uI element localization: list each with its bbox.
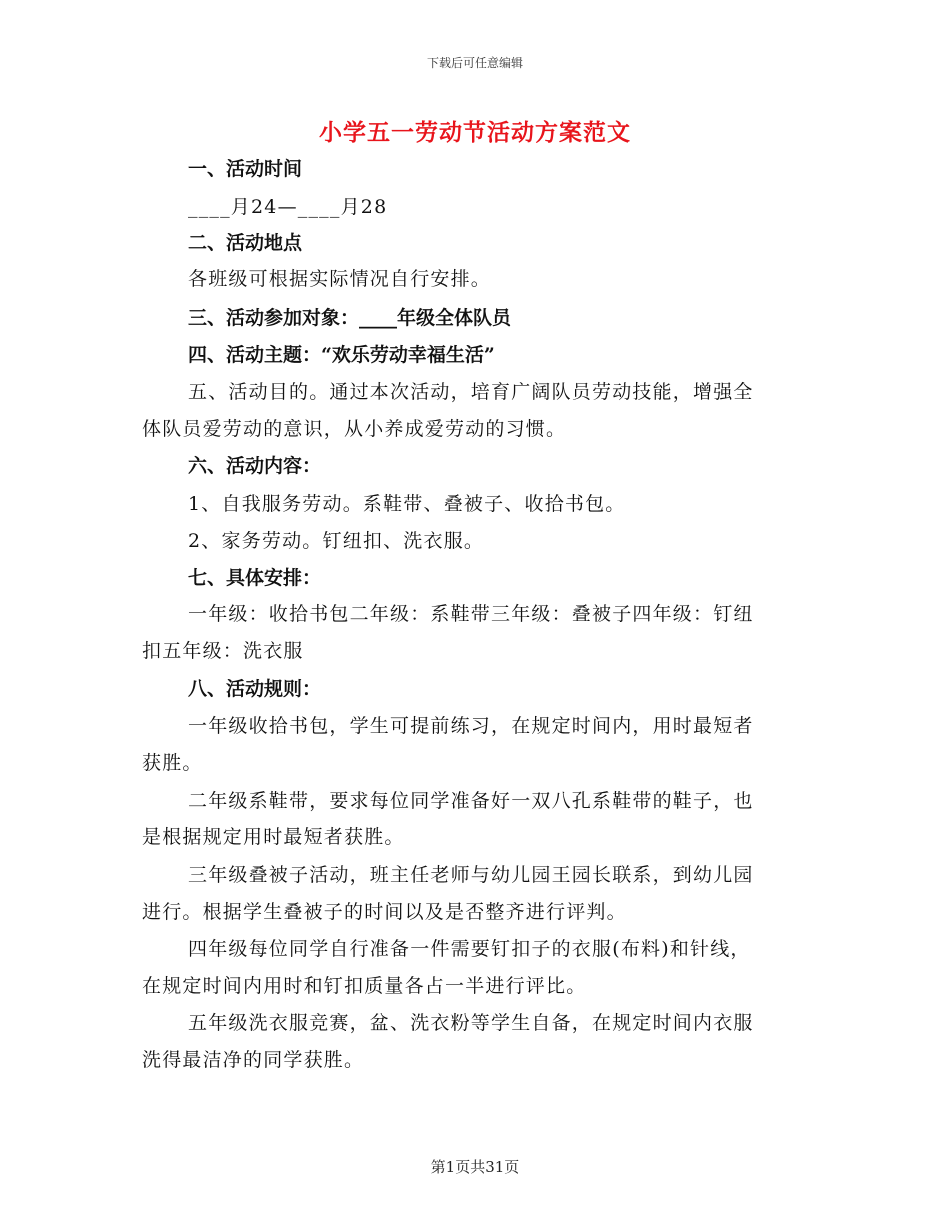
section-heading-theme: 四、活动主题：“欢乐劳动幸福生活” <box>188 344 495 366</box>
rule-grade3-line1: 三年级叠被子活动，班主任老师与幼儿园王园长联系，到幼儿园 <box>188 864 754 886</box>
paragraph-purpose-line2: 体队员爱劳动的意识，从小养成爱劳动的习惯。 <box>142 418 567 440</box>
rule-grade5-line2: 洗得最洁净的同学获胜。 <box>142 1049 365 1071</box>
rule-grade4-line1: 四年级每位同学自行准备一件需要钉扣子的衣服(布料)和针线， <box>188 938 751 960</box>
page-number-footer: 第1页共31页 <box>430 1158 520 1176</box>
list-item-content-1: 1、自我服务劳动。系鞋带、叠被子、收拾书包。 <box>188 493 626 515</box>
rule-grade5-line1: 五年级洗衣服竞赛，盆、洗衣粉等学生自备，在规定时间内衣服 <box>188 1012 754 1034</box>
rule-grade1-line1: 一年级收拾书包，学生可提前练习，在规定时间内，用时最短者 <box>188 715 754 737</box>
header-note: 下载后可任意编辑 <box>426 56 523 70</box>
section-heading-time: 一、活动时间 <box>188 158 303 180</box>
list-item-content-2: 2、家务劳动。钉纽扣、洗衣服。 <box>188 530 485 552</box>
section-heading-arrangement: 七、具体安排： <box>188 567 322 589</box>
paragraph-arrangement-line2: 扣五年级：洗衣服 <box>142 640 304 662</box>
section-heading-rules: 八、活动规则： <box>188 678 322 700</box>
paragraph-purpose-line1: 五、活动目的。通过本次活动，培育广阔队员劳动技能，增强全 <box>188 381 754 403</box>
paragraph-place: 各班级可根据实际情况自行安排。 <box>188 268 492 290</box>
section-heading-content: 六、活动内容： <box>188 455 322 477</box>
paragraph-time: ____月24—____月28 <box>188 196 388 218</box>
paragraph-arrangement-line1: 一年级：收拾书包二年级：系鞋带三年级：叠被子四年级：钉纽 <box>188 603 754 625</box>
section-heading-participants: 三、活动参加对象：____年级全体队员 <box>188 307 512 329</box>
rule-grade3-line2: 进行。根据学生叠被子的时间以及是否整齐进行评判。 <box>142 901 627 923</box>
rule-grade4-line2: 在规定时间内用时和钉扣质量各占一半进行评比。 <box>142 975 587 997</box>
rule-grade2-line1: 二年级系鞋带，要求每位同学准备好一双八孔系鞋带的鞋子，也 <box>188 790 754 812</box>
rule-grade2-line2: 是根据规定用时最短者获胜。 <box>142 826 405 848</box>
rule-grade1-line2: 获胜。 <box>142 752 203 774</box>
section-heading-place: 二、活动地点 <box>188 232 303 254</box>
document-title: 小学五一劳动节活动方案范文 <box>319 119 631 146</box>
